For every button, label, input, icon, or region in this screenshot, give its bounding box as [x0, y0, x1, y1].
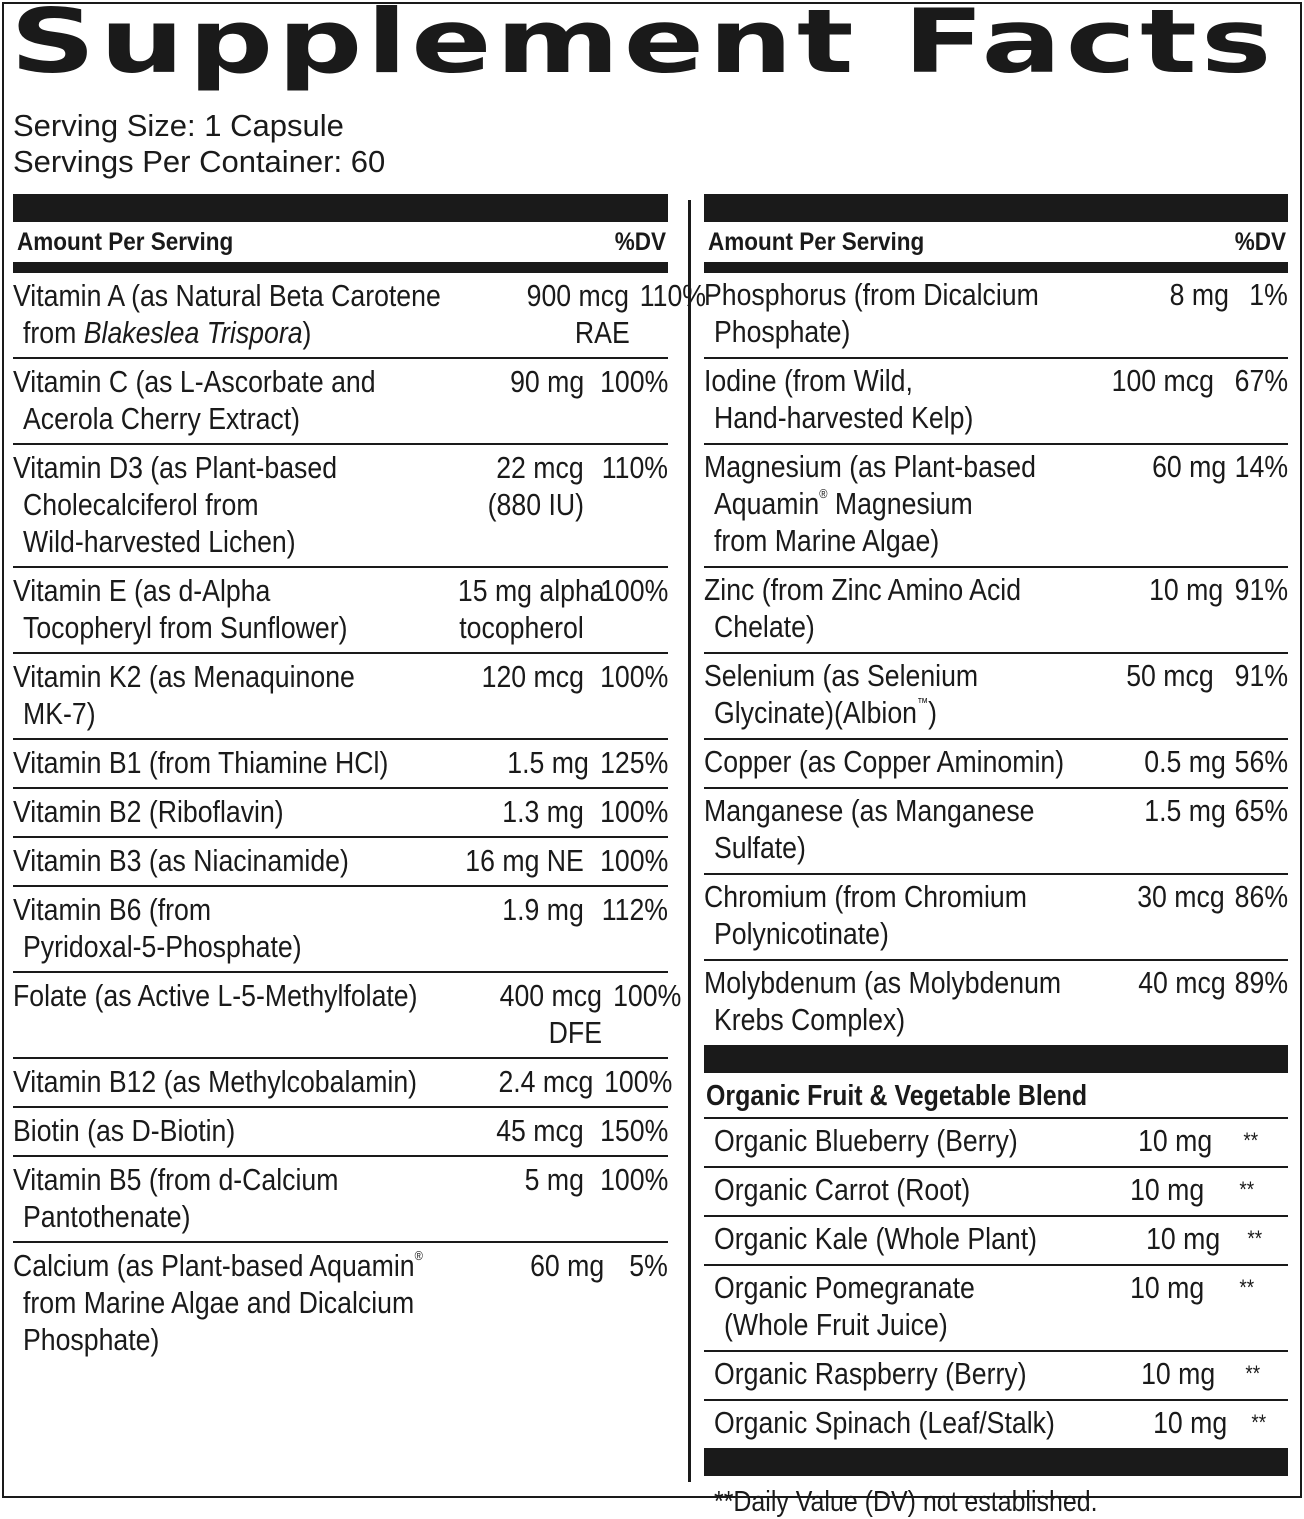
nutrient-amount: 15 mg alpha tocopherol	[457, 573, 605, 645]
nutrient-amount: 400 mcg DFE	[500, 978, 603, 1050]
nutrient-dv: 65%	[1234, 793, 1288, 828]
nutrient-dv: 100%	[599, 1162, 668, 1197]
nutrient-amount: 30 mcg	[1137, 879, 1225, 914]
nutrient-name: Organic Pomegranate (Whole Fruit Juice)	[714, 1270, 975, 1342]
nutrient-name: Selenium (as Selenium Glycinate)(Albion™)	[704, 658, 979, 730]
nutrient-name: Copper (as Copper Aminomin)	[704, 744, 1065, 779]
nutrient-dv: 100%	[599, 843, 668, 878]
nutrient-name: Organic Blueberry (Berry)	[714, 1123, 1018, 1158]
nutrient-dv: 110%	[601, 450, 668, 485]
column-divider	[688, 200, 691, 1482]
nutrient-name: Vitamin E (as d-Alpha Tocopheryl from Sunflower)	[13, 573, 348, 645]
nutrient-dv: 67%	[1234, 363, 1288, 398]
nutrient-dv: 86%	[1234, 879, 1288, 914]
nutrient-dv: 150%	[599, 1113, 668, 1148]
footnote: **Daily Value (DV) not established.	[714, 1486, 1098, 1518]
nutrient-dv: 100%	[599, 364, 668, 399]
nutrient-amount: 90 mg	[510, 364, 585, 399]
nutrient-row	[13, 1157, 668, 1243]
nutrient-row	[704, 961, 1288, 1045]
column-header	[13, 222, 668, 262]
nutrient-amount: 10 mg	[1148, 572, 1223, 607]
nutrient-row	[13, 838, 668, 887]
nutrient-list	[13, 273, 707, 1364]
nutrient-name: Chromium (from Chromium Polynicotinate)	[704, 879, 1027, 951]
nutrient-amount: 50 mcg	[1126, 658, 1214, 693]
nutrient-dv: 91%	[1234, 572, 1288, 607]
nutrient-name: Organic Raspberry (Berry)	[714, 1356, 1027, 1391]
nutrient-row	[704, 1266, 1288, 1352]
amount-per-serving-heading: Amount Per Serving	[17, 227, 234, 256]
amount-per-serving-heading: Amount Per Serving	[708, 227, 925, 256]
nutrient-name: Vitamin B3 (as Niacinamide)	[13, 843, 349, 878]
nutrient-name: Vitamin A (as Natural Beta Carotene from Blakeslea Trispora)	[13, 278, 441, 350]
nutrient-row	[704, 740, 1288, 789]
nutrient-dv: 56%	[1234, 744, 1288, 779]
nutrient-amount: 100 mcg	[1111, 363, 1214, 398]
nutrient-dv: 91%	[1234, 658, 1288, 693]
nutrient-row	[704, 1168, 1288, 1217]
nutrient-row	[704, 359, 1288, 445]
nutrient-amount: 40 mcg	[1138, 965, 1226, 1000]
nutrient-dv: 5%	[629, 1248, 668, 1283]
nutrient-dv: **	[1239, 1275, 1255, 1300]
nutrient-dv: **	[1239, 1177, 1255, 1202]
nutrient-name: Vitamin D3 (as Plant-based Cholecalciferol from Wild-harvested Lichen)	[13, 450, 338, 559]
nutrient-amount: 1.3 mg	[502, 794, 584, 829]
nutrient-dv: **	[1243, 1128, 1259, 1153]
dv-heading: %DV	[614, 227, 666, 256]
nutrient-dv: 100%	[599, 794, 668, 829]
nutrient-row	[13, 789, 668, 838]
nutrient-row	[704, 273, 1288, 359]
nutrient-dv: 89%	[1234, 965, 1288, 1000]
nutrient-row	[704, 789, 1288, 875]
nutrient-row	[704, 568, 1288, 654]
nutrient-amount: 5 mg	[524, 1162, 584, 1197]
nutrient-row	[13, 654, 668, 740]
nutrient-dv: 14%	[1234, 449, 1288, 484]
nutrient-row	[13, 359, 668, 445]
nutrient-name: Vitamin B1 (from Thiamine HCl)	[13, 745, 389, 780]
nutrient-name: Folate (as Active L-5-Methylfolate)	[13, 978, 418, 1013]
header-rule	[704, 262, 1288, 273]
nutrient-row	[13, 568, 668, 654]
nutrient-name: Molybdenum (as Molybdenum Krebs Complex)	[704, 965, 1062, 1037]
nutrient-dv: 112%	[601, 892, 668, 927]
nutrient-row	[13, 1108, 668, 1157]
nutrient-name: Vitamin B6 (from Pyridoxal-5-Phosphate)	[13, 892, 302, 964]
nutrient-amount: 10 mg	[1137, 1123, 1212, 1158]
nutrient-amount: 10 mg	[1152, 1405, 1227, 1440]
nutrient-row	[704, 654, 1288, 740]
nutrient-name: Zinc (from Zinc Amino Acid Chelate)	[704, 572, 1022, 644]
nutrient-dv: 1%	[1249, 277, 1288, 312]
nutrient-name: Vitamin B12 (as Methylcobalamin)	[13, 1064, 418, 1099]
nutrient-name: Vitamin B5 (from d-Calcium Pantothenate)	[13, 1162, 339, 1234]
nutrient-amount: 1.5 mg	[507, 745, 589, 780]
nutrient-name: Magnesium (as Plant-based Aquamin® Magnesium from Marine Algae)	[704, 449, 1036, 558]
nutrient-amount: 10 mg	[1141, 1356, 1216, 1391]
footer-bar	[704, 1448, 1288, 1476]
nutrient-name: Vitamin C (as L-Ascorbate and Acerola Cherry Extract)	[13, 364, 376, 436]
page-title: Supplement Facts	[10, 0, 1276, 93]
nutrient-row	[13, 740, 668, 789]
nutrient-row	[704, 1119, 1288, 1168]
nutrient-row	[13, 1243, 668, 1364]
nutrient-name: Organic Carrot (Root)	[714, 1172, 971, 1207]
servings-per-container: Servings Per Container: 60	[13, 144, 386, 179]
nutrient-row	[704, 875, 1288, 961]
nutrient-row	[13, 273, 707, 359]
nutrient-dv: 100%	[599, 573, 668, 608]
header-bar	[13, 194, 668, 222]
blend-bar	[704, 1045, 1288, 1073]
nutrient-dv: **	[1251, 1410, 1266, 1435]
nutrient-amount: 10 mg	[1145, 1221, 1220, 1256]
nutrient-name: Organic Spinach (Leaf/Stalk)	[714, 1405, 1055, 1440]
nutrient-row	[704, 1401, 1288, 1448]
nutrient-name: Calcium (as Plant-based Aquamin® from Marine Algae and Dicalcium Phosphate)	[13, 1248, 423, 1357]
nutrient-name: Iodine (from Wild, Hand-harvested Kelp)	[704, 363, 974, 435]
nutrient-amount: 0.5 mg	[1144, 744, 1226, 779]
nutrient-name: Vitamin K2 (as Menaquinone MK-7)	[13, 659, 355, 731]
nutrient-row	[704, 1217, 1288, 1266]
nutrient-amount: 900 mcg RAE	[527, 278, 630, 350]
header-bar	[704, 194, 1288, 222]
nutrient-row	[13, 1059, 673, 1108]
nutrient-name: Manganese (as Manganese Sulfate)	[704, 793, 1035, 865]
serving-size: Serving Size: 1 Capsule	[13, 108, 344, 143]
nutrient-amount: 45 mcg	[496, 1113, 584, 1148]
nutrient-amount: 22 mcg (880 IU)	[487, 450, 584, 522]
left-column	[13, 194, 707, 1364]
nutrient-amount: 60 mg	[529, 1248, 604, 1283]
nutrient-name: Biotin (as D-Biotin)	[13, 1113, 236, 1148]
nutrient-dv: **	[1247, 1226, 1263, 1251]
column-header	[704, 222, 1288, 262]
nutrient-amount: 1.9 mg	[502, 892, 584, 927]
blend-title: Organic Fruit & Vegetable Blend	[704, 1073, 1288, 1119]
header-rule	[13, 262, 668, 273]
nutrient-name: Phosphorus (from Dicalcium Phosphate)	[704, 277, 1039, 349]
nutrient-name: Organic Kale (Whole Plant)	[714, 1221, 1038, 1256]
nutrient-amount: 60 mg	[1151, 449, 1226, 484]
nutrient-amount: 8 mg	[1169, 277, 1229, 312]
nutrient-dv: 100%	[604, 1064, 673, 1099]
mineral-list	[704, 273, 1288, 1045]
dv-heading: %DV	[1234, 227, 1286, 256]
nutrient-amount: 120 mcg	[481, 659, 584, 694]
nutrient-amount: 2.4 mcg	[498, 1064, 594, 1099]
nutrient-row	[704, 1352, 1288, 1401]
nutrient-name: Vitamin B2 (Riboflavin)	[13, 794, 284, 829]
nutrient-amount: 16 mg NE	[465, 843, 584, 878]
nutrient-row	[13, 445, 668, 568]
right-column	[704, 194, 1288, 1519]
blend-list	[704, 1119, 1288, 1448]
nutrient-dv: 100%	[599, 659, 668, 694]
nutrient-row	[13, 887, 668, 973]
nutrient-amount: 10 mg	[1129, 1172, 1204, 1207]
nutrient-dv: 125%	[599, 745, 668, 780]
nutrient-amount: 10 mg	[1129, 1270, 1204, 1305]
nutrient-dv: 110%	[640, 278, 707, 313]
nutrient-row	[704, 445, 1288, 568]
nutrient-dv: **	[1245, 1361, 1261, 1386]
nutrient-amount: 1.5 mg	[1144, 793, 1226, 828]
nutrient-row	[13, 973, 682, 1059]
nutrient-dv: 100%	[613, 978, 682, 1013]
